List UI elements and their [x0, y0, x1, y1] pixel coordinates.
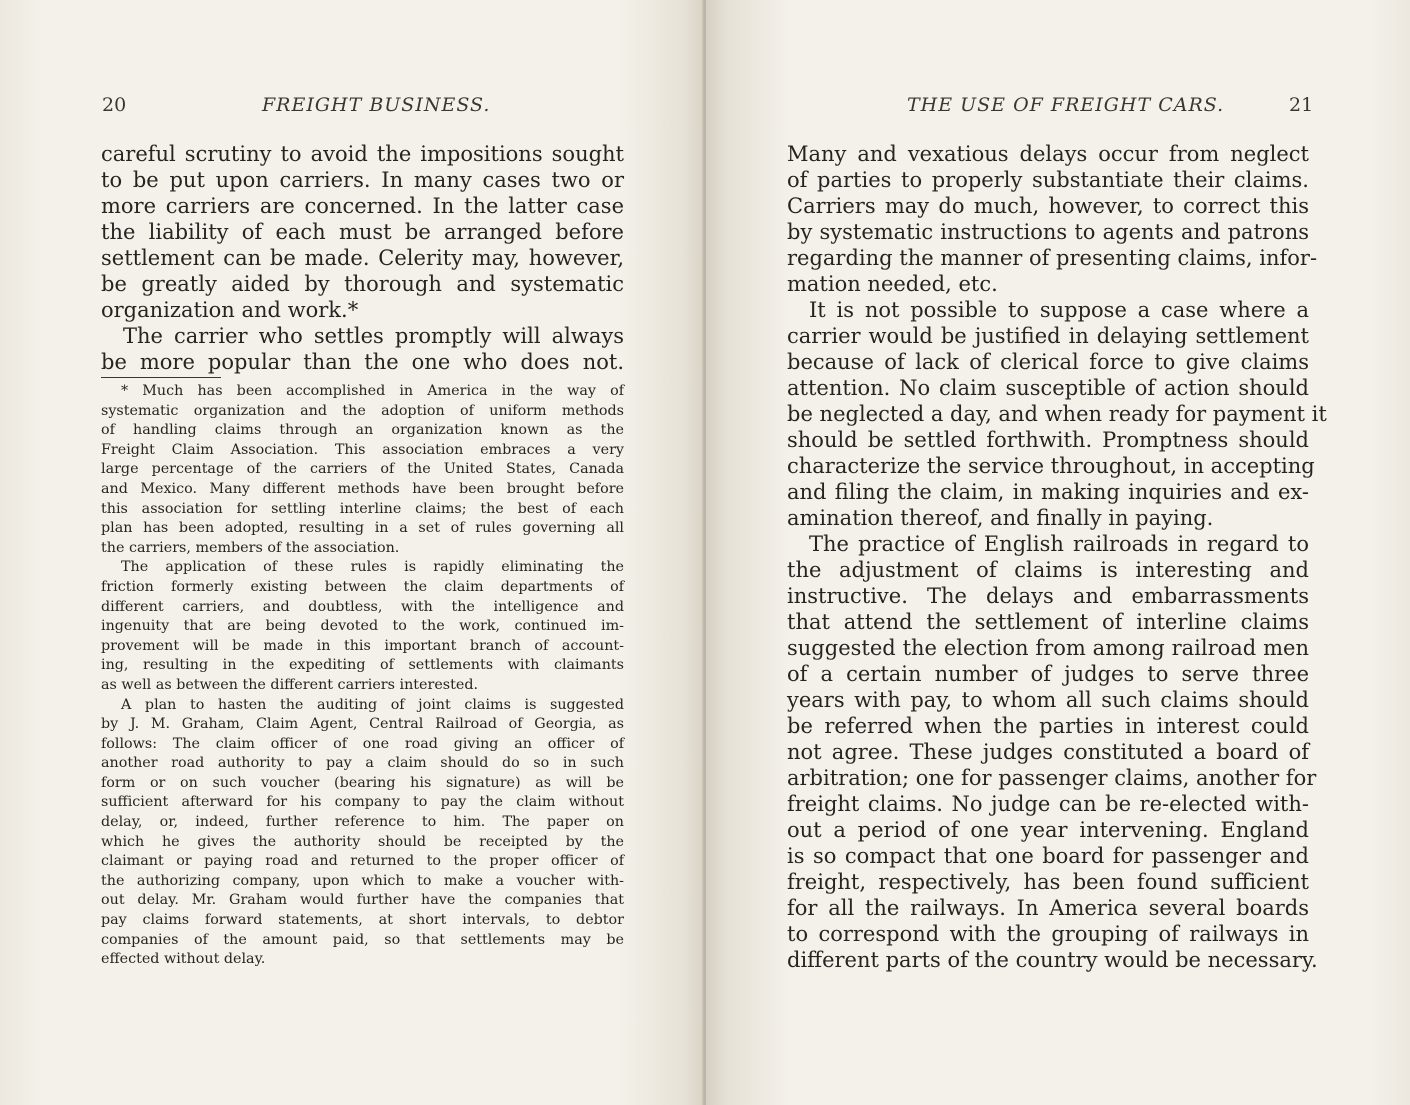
footnote-line: The application of these rules is rapidly eliminating the: [121, 559, 624, 576]
footnote-line: claimant or paying road and returned to the proper officer of: [101, 853, 624, 870]
text-line: be neglected a day, and when ready for payment it: [787, 402, 1327, 426]
footnote-line: effected without delay.: [101, 951, 266, 968]
text-line: to correspond with the grouping of railways in: [787, 922, 1309, 946]
footnote-line: form or on such voucher (bearing his signature) as will be: [101, 774, 624, 791]
footnote-line: the carriers, members of the association.: [101, 539, 400, 556]
footnote-line: large percentage of the carriers of the United States, Canada: [101, 461, 624, 478]
text-line: characterize the service throughout, in accepting: [787, 454, 1315, 478]
text-line: amination thereof, and finally in paying.: [787, 506, 1214, 530]
text-line: Carriers may do much, however, to correct this: [787, 194, 1309, 218]
text-line: because of lack of clerical force to give claims: [787, 350, 1309, 374]
text-line: and filing the claim, in making inquiries and ex-: [787, 480, 1309, 504]
text-line: The practice of English railroads in regard to: [809, 532, 1309, 556]
text-line: of a certain number of judges to serve three: [787, 662, 1309, 686]
text-line: that attend the settlement of interline claims: [787, 610, 1309, 634]
text-line: be more popular than the one who does not.: [101, 350, 624, 374]
text-line: be greatly aided by thorough and systematic: [101, 272, 624, 296]
text-line: freight, respectively, has been found sufficient: [787, 870, 1309, 894]
text-line: regarding the manner of presenting claims, infor-: [787, 246, 1318, 270]
text-line: for all the railways. In America several boards: [787, 896, 1309, 920]
footnote-line: which he gives the authority should be receipted by the: [101, 833, 624, 850]
text-line: suggested the election from among railroad men: [787, 636, 1309, 660]
footnote-rule: [101, 377, 221, 378]
footnote-line: and Mexico. Many different methods have been brought before: [101, 480, 624, 497]
footnote-line: as well as between the different carriers interested.: [101, 676, 479, 693]
text-line: careful scrutiny to avoid the impositions sought: [101, 142, 624, 166]
footnote-line: follows: The claim officer of one road giving an officer of: [101, 735, 624, 752]
text-line: not agree. These judges constituted a board of: [787, 740, 1309, 764]
text-line: organization and work.*: [101, 298, 359, 322]
left-page-body: [101, 141, 624, 970]
text-line: should be settled forthwith. Promptness should: [787, 428, 1309, 452]
footnote-line: the authorizing company, upon which to make a voucher with-: [101, 872, 624, 889]
right-page-body: [787, 141, 1327, 973]
text-line: the liability of each must be arranged before: [101, 220, 624, 244]
left-page: [0, 0, 704, 1105]
right-page: [706, 0, 1410, 1105]
footnote-line: another road authority to pay a claim should do so in such: [101, 755, 624, 772]
running-head: FREIGHT BUSINESS.: [262, 94, 491, 116]
footnote-line: ingenuity that are being devoted to the work, continued im-: [101, 618, 624, 635]
text-line: by systematic instructions to agents and patrons: [787, 220, 1309, 244]
text-line: arbitration; one for passenger claims, another for: [787, 766, 1317, 790]
text-line: carrier would be justified in delaying settlement: [787, 324, 1309, 348]
text-line: of parties to properly substantiate their claims.: [787, 168, 1309, 192]
footnote-line: Freight Claim Association. This association embraces a very: [101, 441, 624, 458]
footnote-line: systematic organization and the adoption of uniform methods: [101, 402, 624, 419]
footnote-line: A plan to hasten the auditing of joint claims is suggested: [121, 696, 624, 713]
text-line: years with pay, to whom all such claims should: [787, 688, 1309, 712]
footnote-line: by J. M. Graham, Claim Agent, Central Railroad of Georgia, as: [101, 716, 624, 733]
footnote-line: companies of the amount paid, so that settlements may be: [101, 931, 624, 948]
footnote-line: friction formerly existing between the claim departments of: [101, 578, 624, 595]
footnote-line: of handling claims through an organization known as the: [101, 422, 624, 439]
text-line: more carriers are concerned. In the latter case: [101, 194, 624, 218]
text-line: settlement can be made. Celerity may, however,: [101, 246, 624, 270]
text-line: instructive. The delays and embarrassments: [787, 584, 1309, 608]
page-number: 21: [1289, 94, 1314, 116]
text-line: the adjustment of claims is interesting and: [787, 558, 1309, 582]
footnote-line: sufficient afterward for his company to pay the claim without: [101, 794, 624, 811]
text-line: different parts of the country would be necessary.: [787, 948, 1318, 972]
footnote-line: * Much has been accomplished in America in the way of: [121, 383, 624, 399]
footnote-line: this association for settling interline claims; the best of each: [101, 500, 624, 517]
footnote-line: plan has been adopted, resulting in a set of rules governing all: [101, 520, 624, 537]
text-line: The carrier who settles promptly will always: [123, 324, 624, 348]
text-line: be referred when the parties in interest could: [787, 714, 1309, 738]
footnote-line: ing, resulting in the expediting of settlements with claimants: [101, 657, 624, 674]
footnote-line: delay, or, indeed, further reference to him. The paper on: [101, 814, 624, 831]
text-line: to be put upon carriers. In many cases two or: [101, 168, 624, 192]
text-line: mation needed, etc.: [787, 272, 998, 296]
text-line: Many and vexatious delays occur from neglect: [787, 142, 1309, 166]
text-line: out a period of one year intervening. England: [787, 818, 1309, 842]
running-head: THE USE OF FREIGHT CARS.: [907, 94, 1225, 116]
footnote-line: pay claims forward statements, at short intervals, to debtor: [101, 912, 624, 929]
text-line: It is not possible to suppose a case where a: [809, 298, 1309, 322]
page-number: 20: [102, 94, 127, 116]
footnote-line: provement will be made in this important branch of account-: [101, 637, 624, 654]
footnote-line: different carriers, and doubtless, with the intelligence and: [101, 598, 624, 615]
text-line: attention. No claim susceptible of action should: [787, 376, 1309, 400]
text-line: freight claims. No judge can be re-elected with-: [787, 792, 1309, 816]
footnote-line: out delay. Mr. Graham would further have the companies that: [101, 892, 624, 909]
text-line: is so compact that one board for passenger and: [787, 844, 1309, 868]
footnote: [101, 382, 624, 970]
